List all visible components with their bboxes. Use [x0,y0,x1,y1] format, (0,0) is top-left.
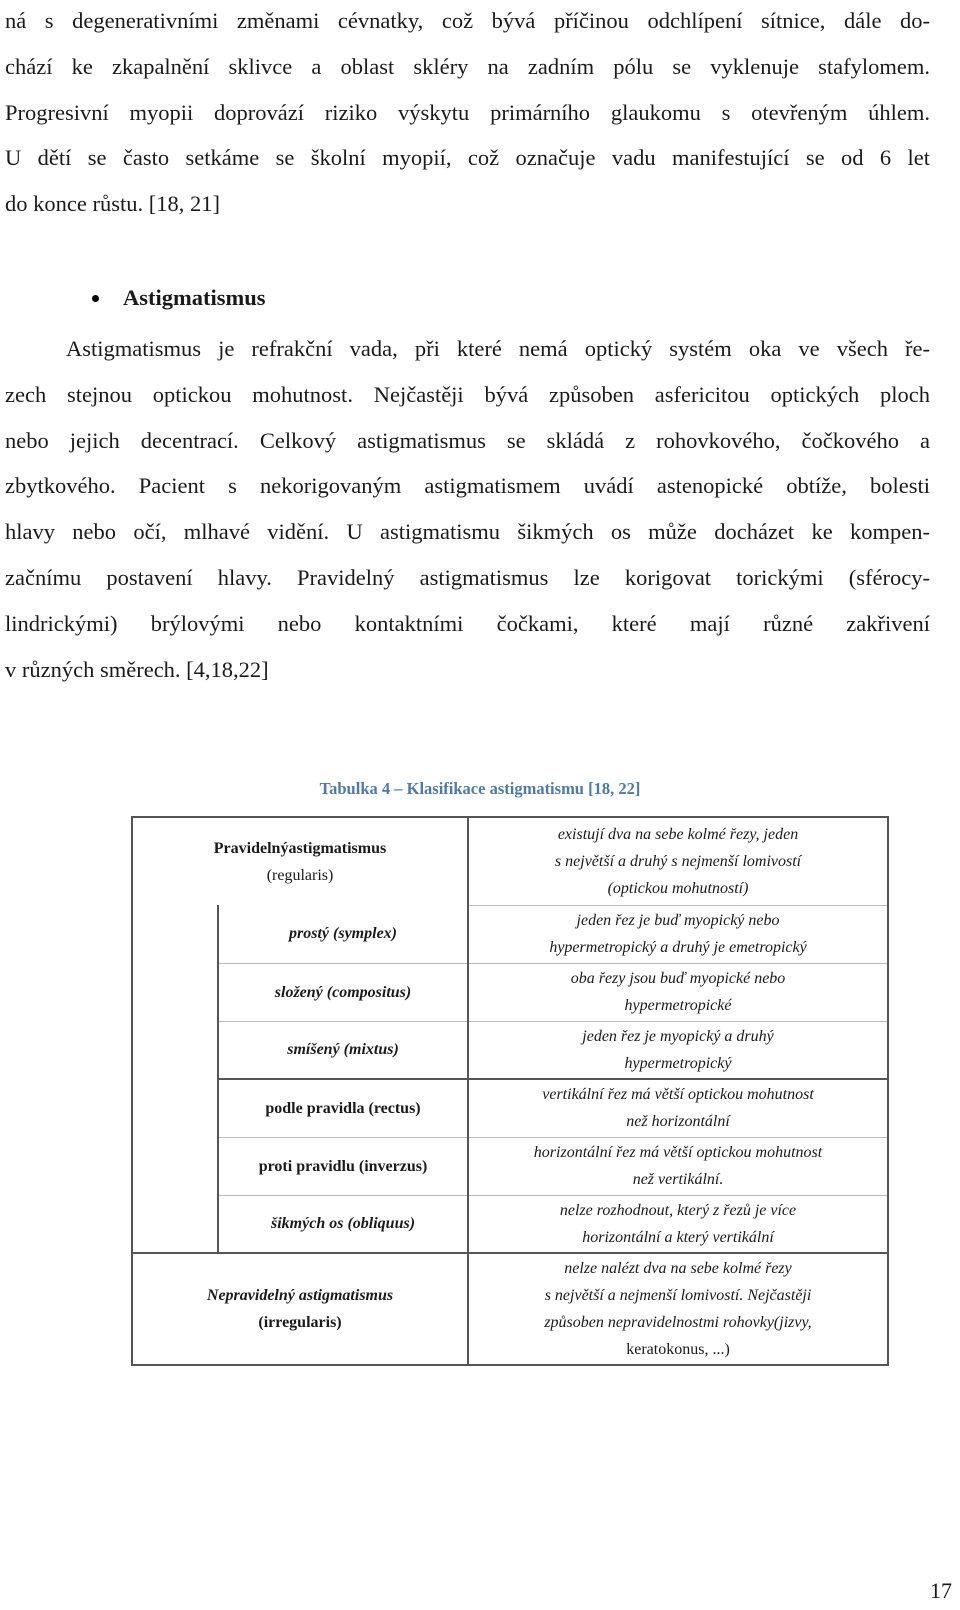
text-line: do konce růstu. [18, 21] [5,191,220,217]
desc-line: než vertikální. [632,1171,724,1188]
irregular-title: Nepravidelný astigmatismus [206,1287,394,1304]
section-heading: Astigmatismus [123,285,266,310]
desc-line: hypermetropický a druhý je emetropický [549,939,807,956]
text-line: zech stejnou optickou mohutnost. Nejčastěji bývá způsoben asfericitou optických ploch [5,381,930,407]
irregular-title-cell [132,1253,468,1365]
desc-line: horizontální a který vertikální [582,1228,774,1246]
row-desc [468,963,888,1021]
spacer-cell [132,1137,218,1195]
paragraph-astigmatism [5,326,930,692]
desc-line: jeden řez je buď myopický nebo [576,912,780,929]
row-desc [468,1137,888,1195]
spacer-cell [132,963,218,1021]
row-desc [468,1195,888,1253]
spacer-cell [132,1021,218,1079]
bullet-icon [92,295,99,302]
row-label: prostý (symplex) [218,905,468,963]
text-line: Progresivní myopii doprovází riziko výskytu primárního glaukomu s otevřeným úhlem. [5,99,930,125]
desc-line: vertikální řez má větší optickou mohutnost [542,1086,814,1104]
spacer-cell [132,1195,218,1253]
classification-table [131,816,889,1366]
regular-title-cell [132,817,468,905]
desc-line: keratokonus, ...) [626,1341,730,1358]
regular-desc-cell [468,817,888,905]
row-desc [468,905,888,963]
text-line: začnímu postavení hlavy. Pravidelný astigmatismus lze korigovat torickými (sférocy- [5,564,930,590]
irregular-subtitle: (irregularis) [258,1314,342,1331]
row-label: smíšený (mixtus) [218,1021,468,1079]
spacer-cell [132,1079,218,1137]
desc-line: s největší a nejmenší lomivostí. Nejčastěji [544,1287,812,1304]
text-line: v různých směrech. [4,18,22] [5,656,269,682]
desc-line: hypermetropické [624,997,732,1014]
row-desc [468,1021,888,1079]
row-label: proti pravidlu (inverzus) [218,1137,468,1195]
paragraph-myopia [5,0,930,227]
regular-subtitle: (regularis) [266,866,334,884]
desc-line: nelze rozhodnout, který z řezů je více [559,1201,797,1219]
text-line: chází ke zkapalnění sklivce a oblast skléry na zadním pólu se vyklenuje stafylomem. [5,53,930,79]
desc-line: způsoben nepravidelnostmi rohovky(jizvy, [544,1314,812,1331]
table-caption: Tabulka 4 – Klasifikace astigmatismu [18, 22] [319,779,641,798]
text-line: U dětí se často setkáme se školní myopií, což označuje vadu manifestující se od 6 let [5,145,930,171]
spacer-cell [132,905,218,963]
text-line: lindrickými) brýlovými nebo kontaktními čočkami, které mají různé zakřivení [5,610,930,636]
text-line: hlavy nebo očí, mlhavé vidění. U astigmatismu šikmých os může docházet ke kompen- [5,519,930,545]
desc-line: jeden řez je myopický a druhý [582,1027,774,1045]
desc-line: existují dva na sebe kolmé řezy, jeden [557,825,799,843]
row-label: složený (compositus) [218,963,468,1021]
desc-line: s největší a druhý s nejmenší lomivostí [554,852,802,870]
irregular-desc-cell [468,1253,888,1365]
text-line: nebo jejich decentrací. Celkový astigmatismus se skládá z rohovkového, čočkového a [5,427,930,453]
text-line: Astigmatismus je refrakční vada, při které nemá optický systém oka ve všech ře- [66,336,930,361]
desc-line: než horizontální [626,1113,730,1131]
text-line: zbytkového. Pacient s nekorigovaným astigmatismem uvádí astenopické obtíže, bolesti [5,473,930,499]
row-desc [468,1079,888,1137]
desc-line: nelze nalézt dva na sebe kolmé řezy [564,1260,792,1277]
desc-line: oba řezy jsou buď myopické nebo [570,970,786,987]
row-label: podle pravidla (rectus) [218,1079,468,1137]
bullet-astigmatismus [92,283,266,313]
desc-line: (optickou mohutností) [607,879,749,897]
regular-title: Pravidelnýastigmatismus [213,839,387,857]
desc-line: horizontální řez má větší optickou mohutnost [533,1144,823,1161]
text-line: ná s degenerativními změnami cévnatky, což bývá příčinou odchlípení sítnice, dále do- [5,8,930,33]
page-number: 17 [930,1578,952,1603]
row-label: šikmých os (obliquus) [218,1195,468,1253]
desc-line: hypermetropický [624,1054,732,1072]
